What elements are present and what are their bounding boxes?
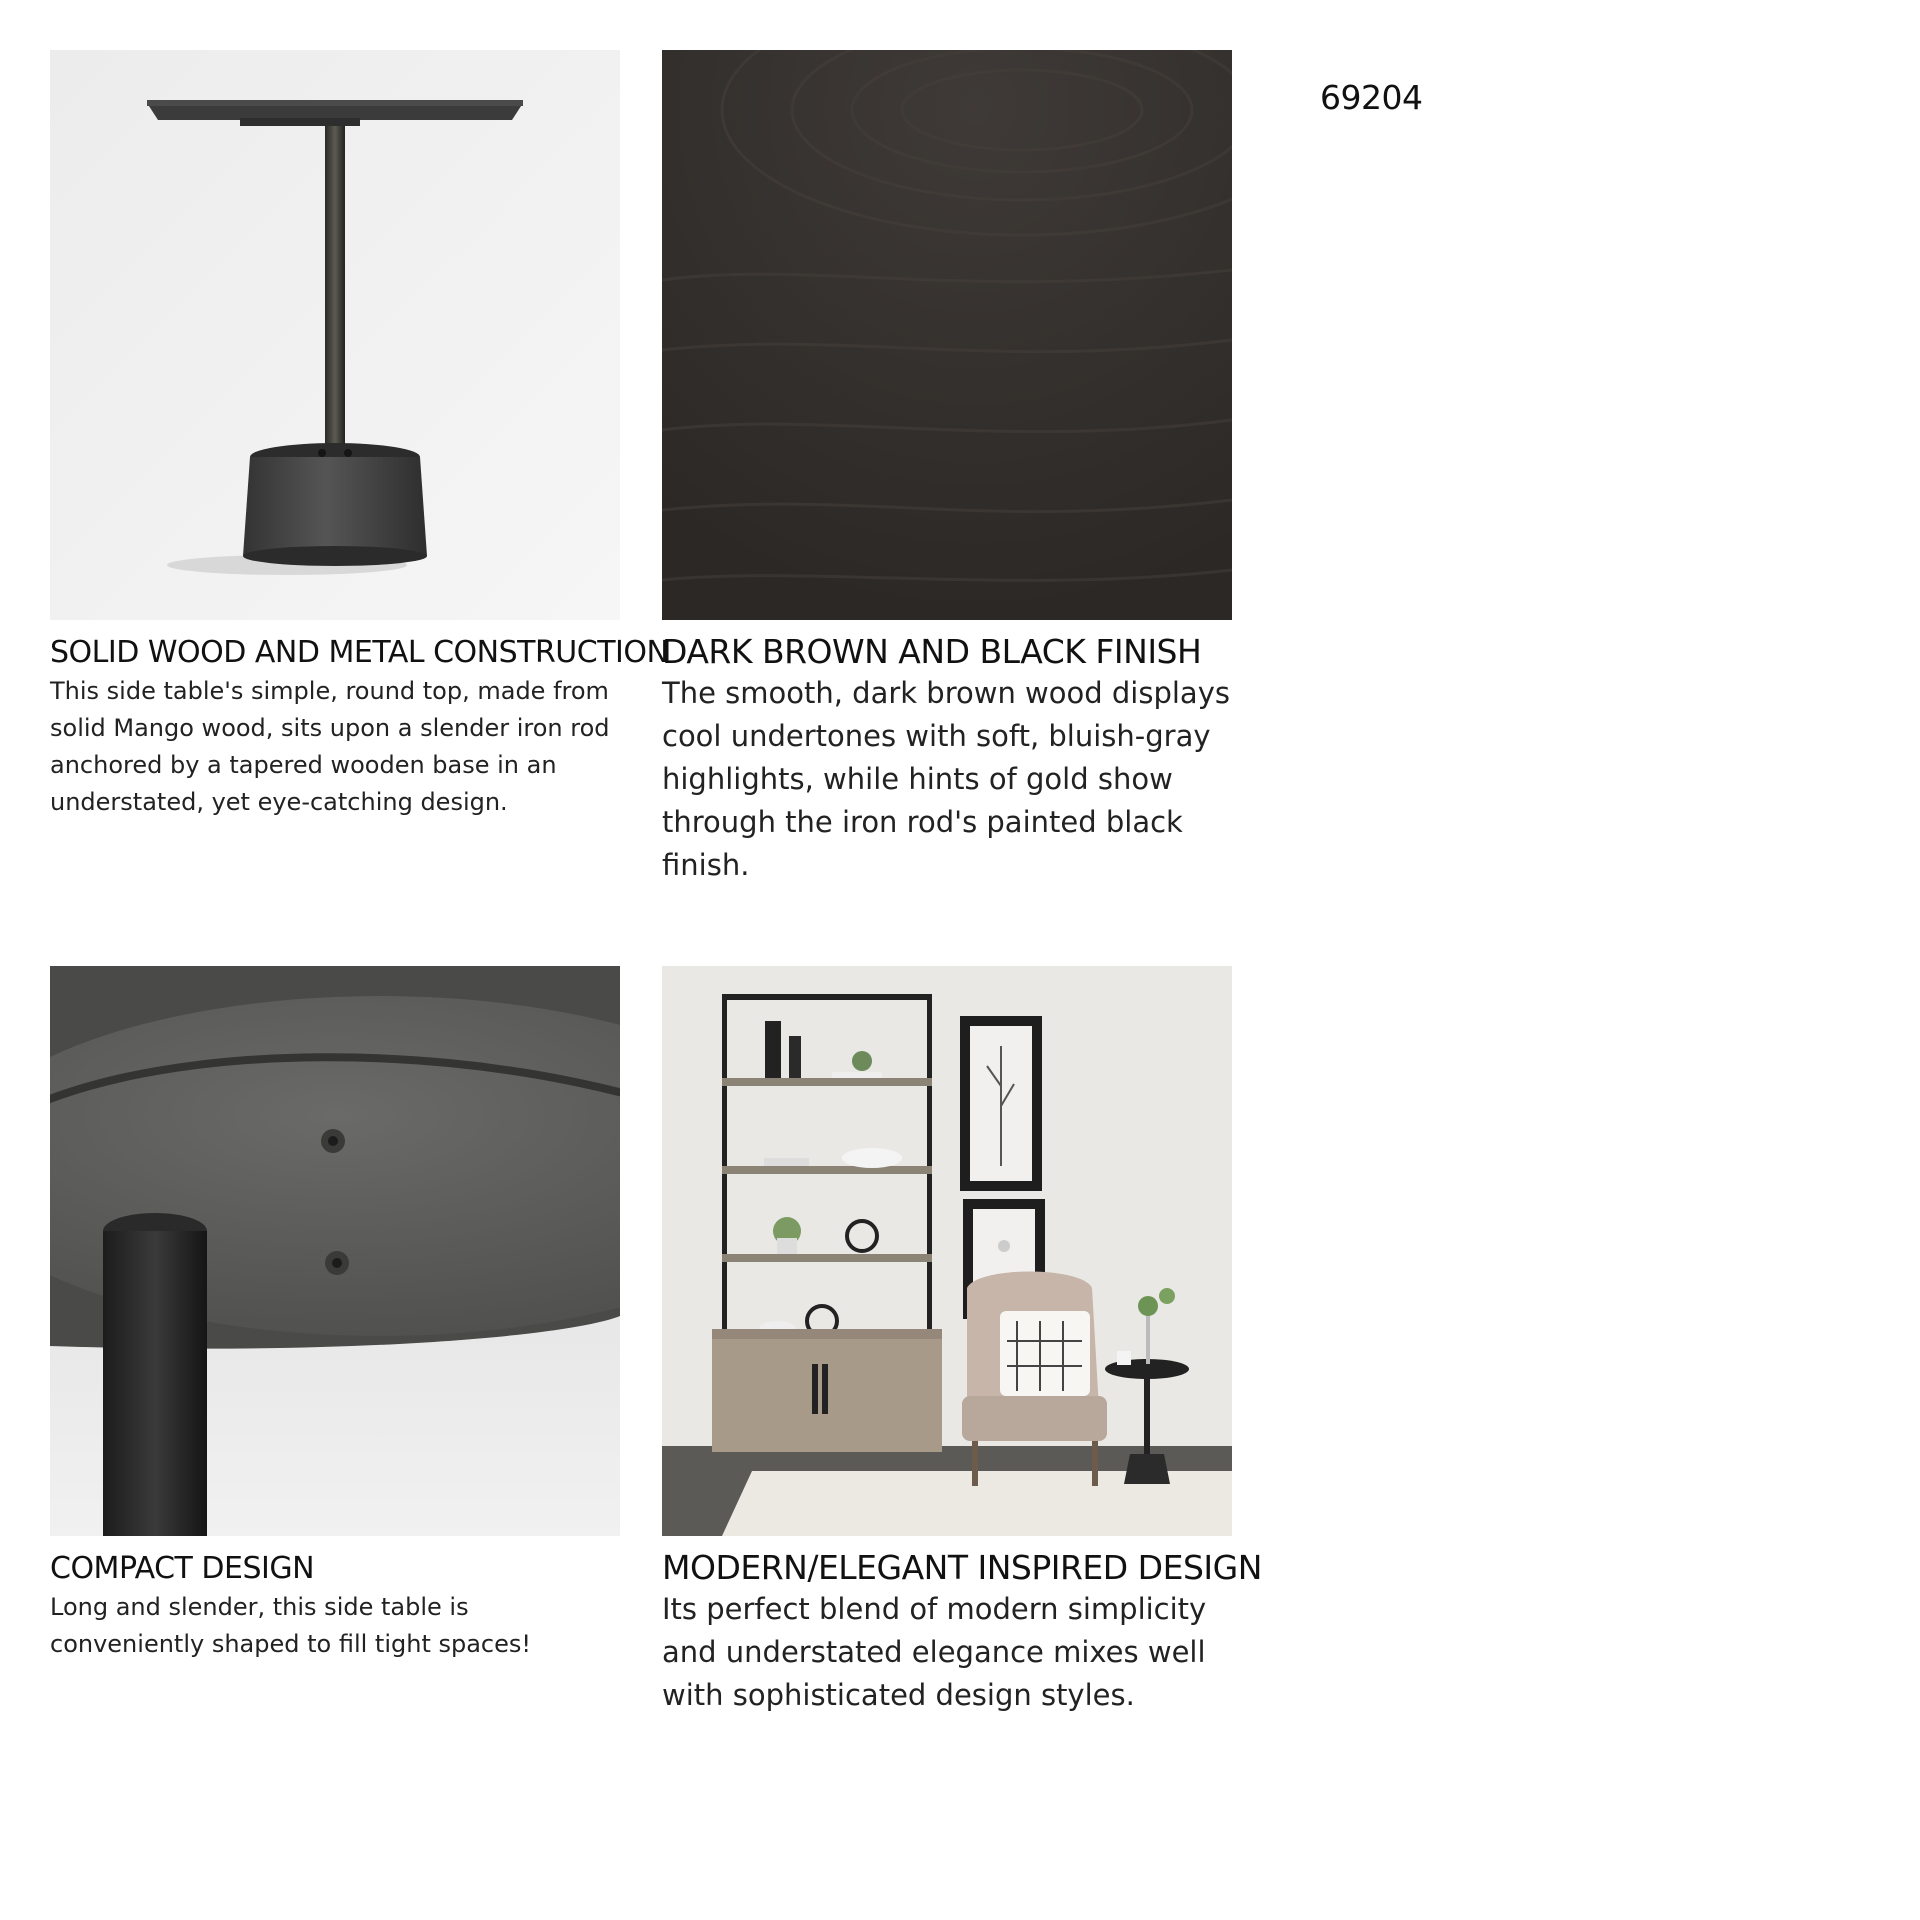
wood-grain-swatch-photo <box>662 50 1232 620</box>
living-room-scene-photo <box>662 966 1232 1536</box>
feature-body-finish: The smooth, dark brown wood displays cool undertones with soft, bluish-gray highlights, while hints of gold show through the iron rod's painted black finish. <box>662 676 1230 882</box>
product-sku: 69204 <box>1320 78 1423 117</box>
feature-title-compact: COMPACT DESIGN <box>50 1551 315 1586</box>
feature-title-modern: MODERN/ELEGANT INSPIRED DESIGN <box>662 1548 1262 1587</box>
side-table-product-photo <box>50 50 620 620</box>
feature-title-construction: SOLID WOOD AND METAL CONSTRUCTION <box>50 635 669 670</box>
feature-body-compact: Long and slender, this side table is conveniently shaped to fill tight spaces! <box>50 1593 532 1658</box>
feature-body-modern: Its perfect blend of modern simplicity and understated elegance mixes well with sophisticated design styles. <box>662 1592 1207 1712</box>
feature-body-construction: This side table's simple, round top, made from solid Mango wood, sits upon a slender iron rod anchored by a tapered wooden base in an understated, yet eye-catching design. <box>50 677 610 816</box>
feature-title-finish: DARK BROWN AND BLACK FINISH <box>662 632 1202 671</box>
tabletop-underside-closeup-photo <box>50 966 620 1536</box>
